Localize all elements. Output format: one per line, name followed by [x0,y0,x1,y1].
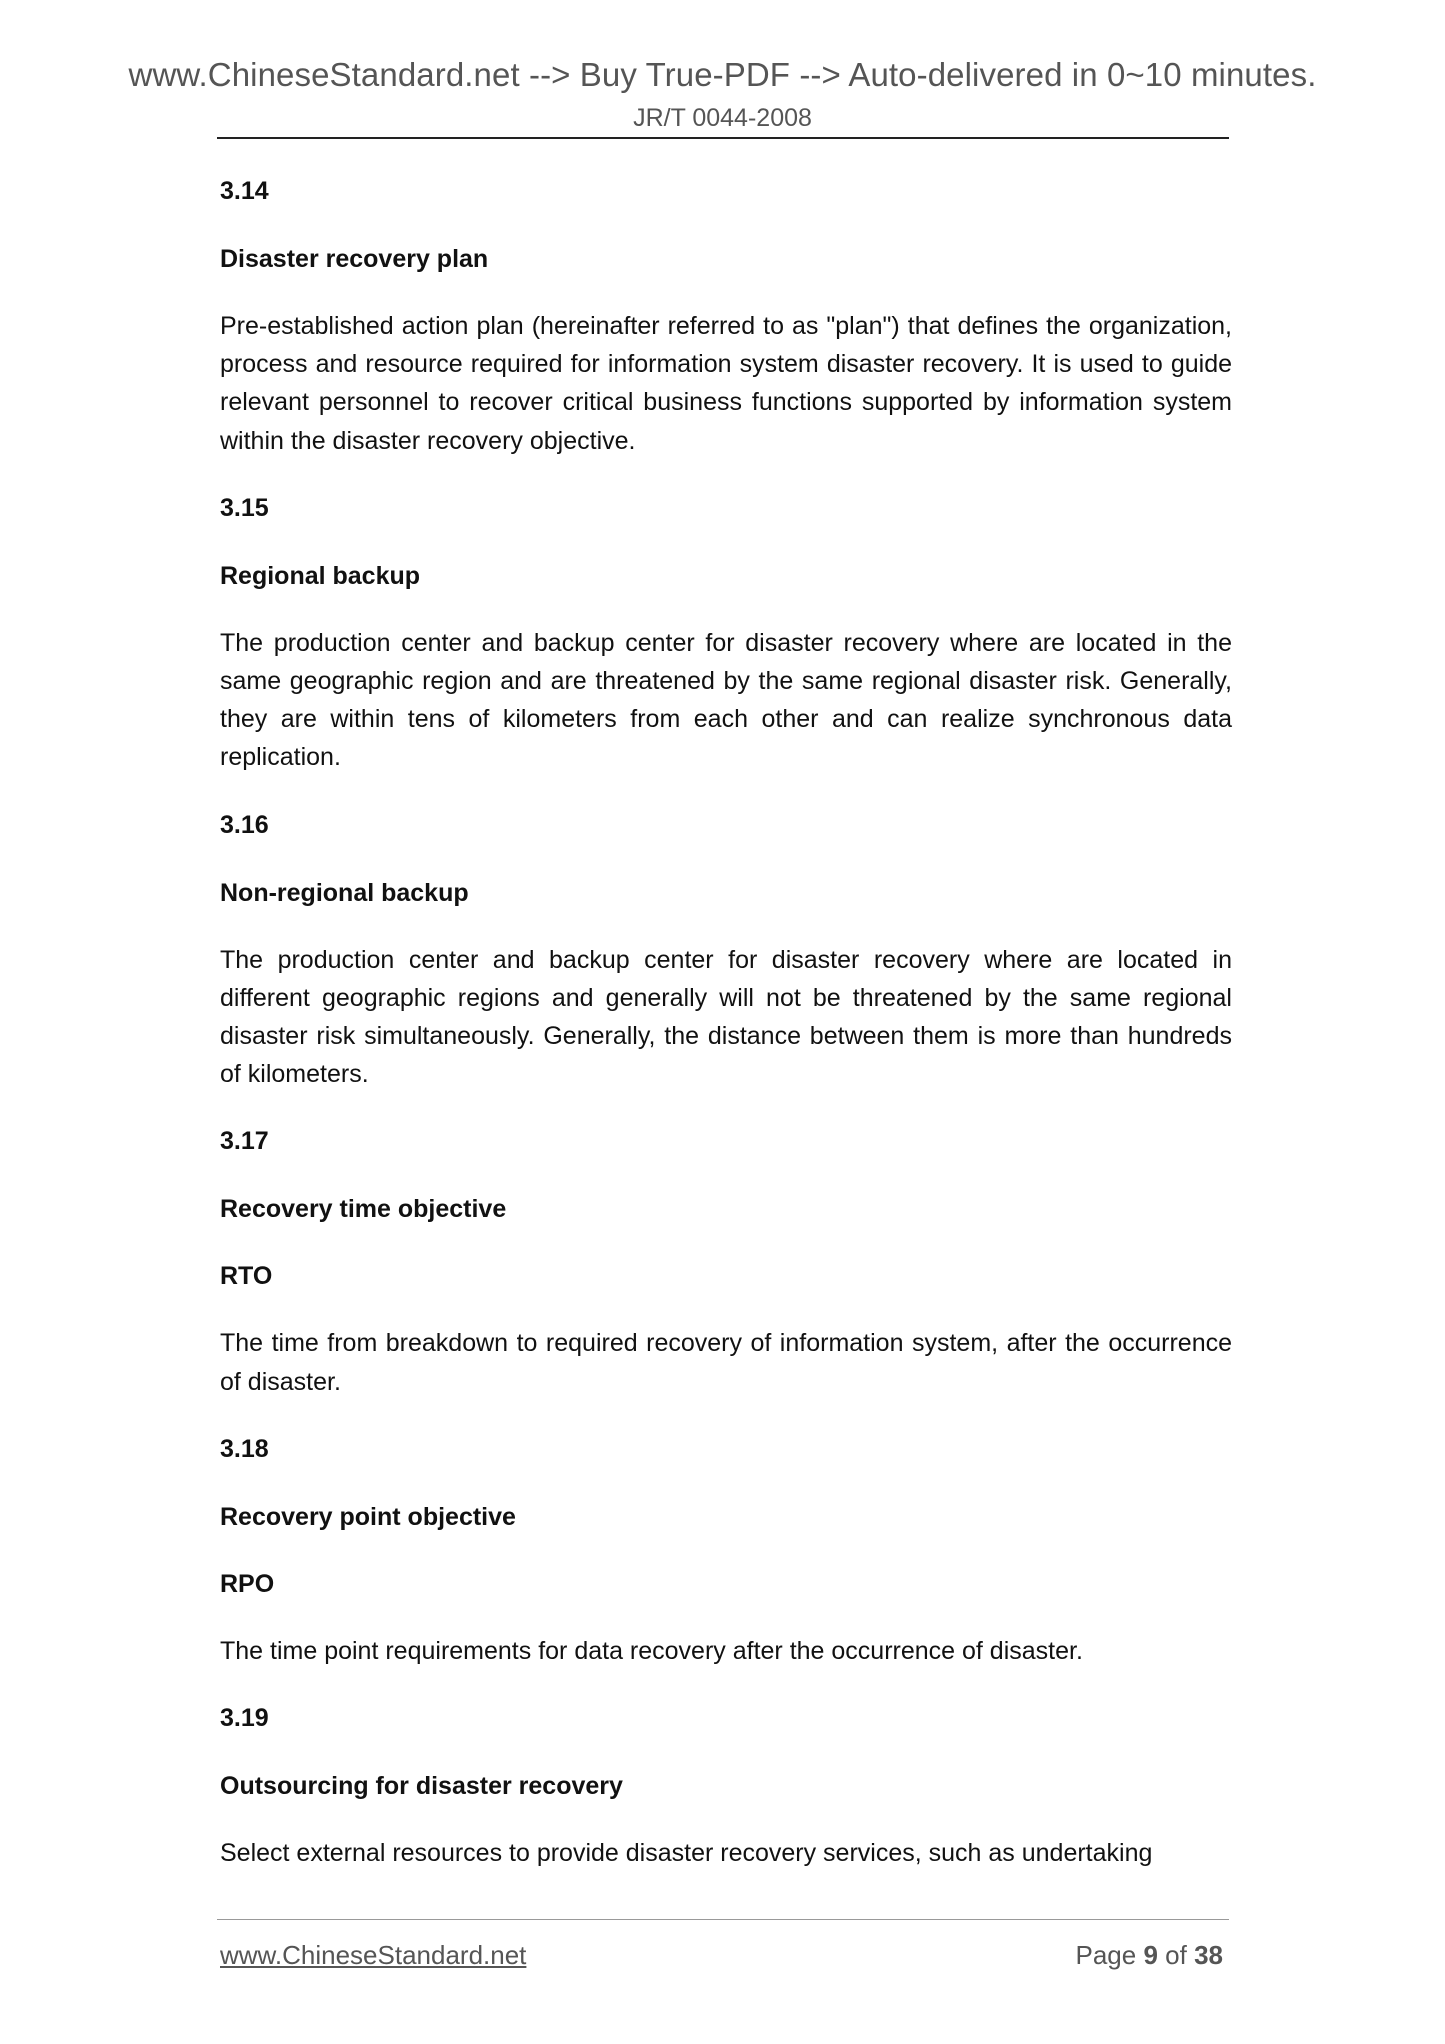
term-title: Recovery time objective [220,1195,507,1224]
term-title: Non-regional backup [220,878,469,907]
term-abbreviation: RTO [220,1262,273,1291]
term-definition: The time from breakdown to required recovery of information system, after the occurrence of disaster. [220,1329,1232,1396]
section-number: 3.15 [220,493,269,522]
section-3-17 [220,1122,1232,1400]
section-3-14 [220,172,1232,460]
term-title: Recovery point objective [220,1502,516,1531]
term-definition: The production center and backup center for disaster recovery where are located in the same geographic region and are threatened by the same regional disaster risk. Generally, they are within tens of kilometers from each other and can realize synchronous data replication. [220,628,1232,772]
page-of: of [1165,1940,1187,1970]
page-current: 9 [1143,1940,1158,1970]
header-divider [217,137,1229,139]
section-3-15 [220,489,1232,777]
document-body [220,172,1232,1872]
section-number: 3.14 [220,177,269,205]
footer-divider [217,1919,1229,1920]
term-definition: Select external resources to provide disaster recovery services, such as undertaking [220,1839,1153,1868]
section-3-18 [220,1430,1232,1670]
term-title: Disaster recovery plan [220,245,489,273]
section-number: 3.19 [220,1704,269,1733]
section-number: 3.17 [220,1127,269,1156]
section-3-19 [220,1699,1232,1872]
footer-site-link[interactable]: www.ChineseStandard.net [220,1940,527,1970]
term-definition: The production center and backup center for disaster recovery where are located in different geographic regions and generally will not be threatened by the same regional disaster risk simultaneously. Generally, the distance between them is more than hundreds of kilometers. [220,945,1232,1089]
site-banner: www.ChineseStandard.net --> Buy True-PDF --> Auto-delivered in 0~10 minutes. [128,56,1317,93]
page-indicator [1075,1940,1223,1971]
section-number: 3.16 [220,810,269,839]
section-3-16 [220,806,1232,1094]
page-prefix: Page [1075,1940,1137,1970]
term-title: Outsourcing for disaster recovery [220,1772,623,1801]
section-number: 3.18 [220,1434,269,1463]
term-definition: The time point requirements for data recovery after the occurrence of disaster. [220,1636,1083,1665]
page-total: 38 [1194,1940,1223,1970]
term-title: Regional backup [220,561,421,590]
term-abbreviation: RPO [220,1569,275,1598]
term-definition: Pre-established action plan (hereinafter referred to as "plan") that defines the organization, process and resource required for information system disaster recovery. It is used to guide relevant personnel to recover critical business functions supported by information system within the disaster recovery objective. [220,312,1232,455]
standard-code: JR/T 0044-2008 [633,104,812,132]
